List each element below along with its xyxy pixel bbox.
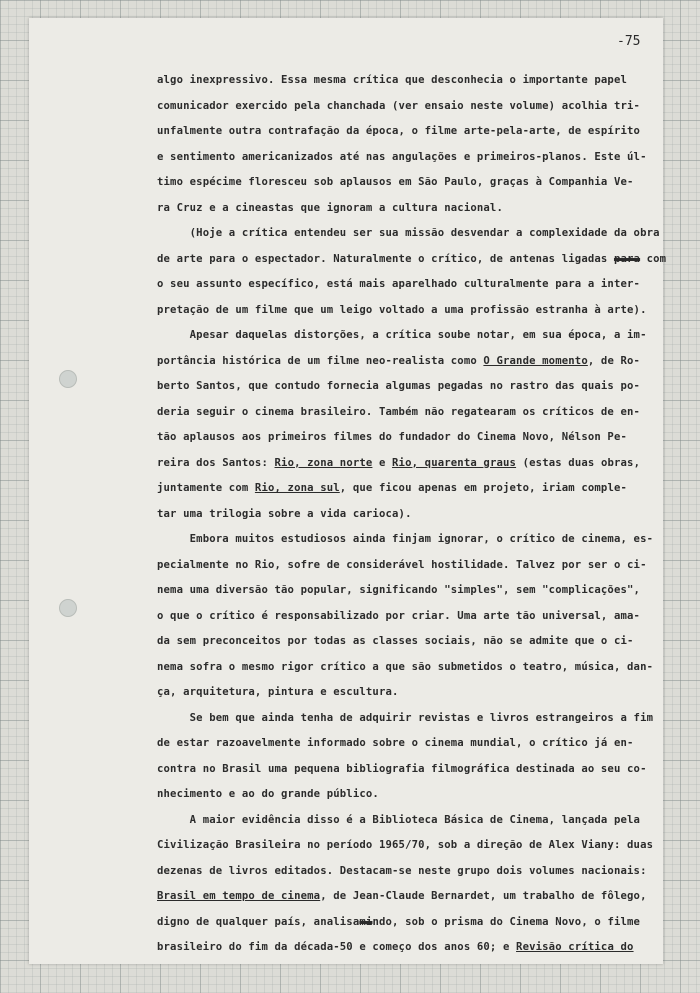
document-page: [29, 18, 667, 964]
text-line: nema sofra o mesmo rigor crítico a que são submetidos o teatro, música, dan-: [157, 660, 654, 673]
text-line: portância histórica de um filme neo-realista como O Grande momento, de Ro-: [157, 354, 641, 367]
film-title: Rio, quarenta graus: [392, 456, 517, 469]
text-line: nema uma diversão tão popular, significando "simples", sem "complicações",: [157, 584, 641, 596]
text-line: brasileiro do fim da década-50 e começo dos anos 60; e Revisão crítica do: [157, 941, 634, 953]
text-line: tão aplausos aos primeiros filmes do fundador do Cinema Novo, Nélson Pe-: [157, 431, 628, 443]
text-line: pretação de um filme que um leigo voltado a uma profissão estranha à arte).: [157, 303, 647, 316]
text-line: Se bem que ainda tenha de adquirir revistas e livros estrangeiros a fim: [157, 711, 654, 724]
text-line: algo inexpressivo. Essa mesma crítica que desconhecia o importante papel: [157, 74, 628, 86]
text-line: comunicador exercido pela chanchada (ver ensaio neste volume) acolhia tri-: [157, 99, 641, 112]
text-line: pecialmente no Rio, sofre de considerável hostilidade. Talvez por ser o ci-: [157, 558, 647, 571]
film-title: Rio, zona norte: [274, 456, 373, 469]
text-line: unfalmente outra contrafação da época, o filme arte-pela-arte, de espírito: [157, 125, 641, 137]
book-title: Revisão crítica do: [516, 941, 634, 953]
page-number: -75: [617, 34, 641, 49]
struck-word: para: [613, 252, 641, 265]
text-line: e sentimento americanizados até nas angulações e primeiros-planos. Este úl-: [157, 150, 647, 163]
text-line: ça, arquitetura, pintura e escultura.: [157, 686, 399, 698]
text-line: Embora muitos estudiosos ainda finjam ignorar, o crítico de cinema, es-: [157, 533, 654, 545]
text-line: nhecimento e ao do grande público.: [157, 788, 379, 800]
text-line: o seu assunto específico, está mais aparelhado culturalmente para a inter-: [157, 278, 641, 290]
struck-letters: mi: [359, 915, 373, 928]
text-line: (Hoje a crítica entendeu ser sua missão desvendar a complexidade da obra: [157, 227, 660, 239]
book-title: Brasil em tempo de cinema: [157, 890, 321, 902]
text-line: Apesar daquelas distorções, a crítica soube notar, em sua época, a im-: [157, 329, 647, 341]
text-line: tar uma trilogia sobre a vida carioca).: [157, 507, 412, 520]
text-line: contra no Brasil uma pequena bibliografia filmográfica destinada ao seu co-: [157, 762, 647, 775]
binder-hole-bottom: [59, 599, 77, 617]
film-title: O Grande momento: [483, 354, 588, 367]
text-line: dezenas de livros editados. Destacam-se neste grupo dois volumes nacionais:: [157, 864, 647, 877]
text-line: reira dos Santos: Rio, zona norte e Rio, quarenta graus (estas duas obras,: [157, 456, 641, 469]
text-line: deria seguir o cinema brasileiro. Também não regatearam os críticos de en-: [157, 405, 641, 418]
typewritten-body: [157, 68, 667, 961]
text-line: digno de qualquer país, analisamindo, sob o prisma do Cinema Novo, o filme: [157, 915, 641, 928]
text-line: da sem preconceitos por todas as classes sociais, não se admite que o ci-: [157, 635, 634, 647]
text-line: o que o crítico é responsabilizado por criar. Uma arte tão universal, ama-: [157, 609, 641, 622]
text-line: juntamente com Rio, zona sul, que ficou apenas em projeto, iriam comple-: [157, 482, 628, 494]
text-line: de arte para o espectador. Naturalmente o crítico, de antenas ligadas para com: [157, 252, 667, 265]
text-line: berto Santos, que contudo fornecia algumas pegadas no rastro das quais po-: [157, 380, 641, 392]
text-line: ra Cruz e a cineastas que ignoram a cultura nacional.: [157, 201, 503, 214]
binder-hole-top: [59, 370, 77, 388]
text-line: de estar razoavelmente informado sobre o cinema mundial, o crítico já en-: [157, 737, 634, 749]
text-line: A maior evidência disso é a Biblioteca Básica de Cinema, lançada pela: [157, 813, 641, 826]
text-line: Brasil em tempo de cinema, de Jean-Claude Bernardet, um trabalho de fôlego,: [157, 890, 647, 902]
text-line: Civilização Brasileira no período 1965/70, sob a direção de Alex Viany: duas: [157, 839, 654, 851]
text-line: timo espécime floresceu sob aplausos em São Paulo, graças à Companhia Ve-: [157, 176, 634, 188]
film-title: Rio, zona sul: [254, 482, 340, 494]
